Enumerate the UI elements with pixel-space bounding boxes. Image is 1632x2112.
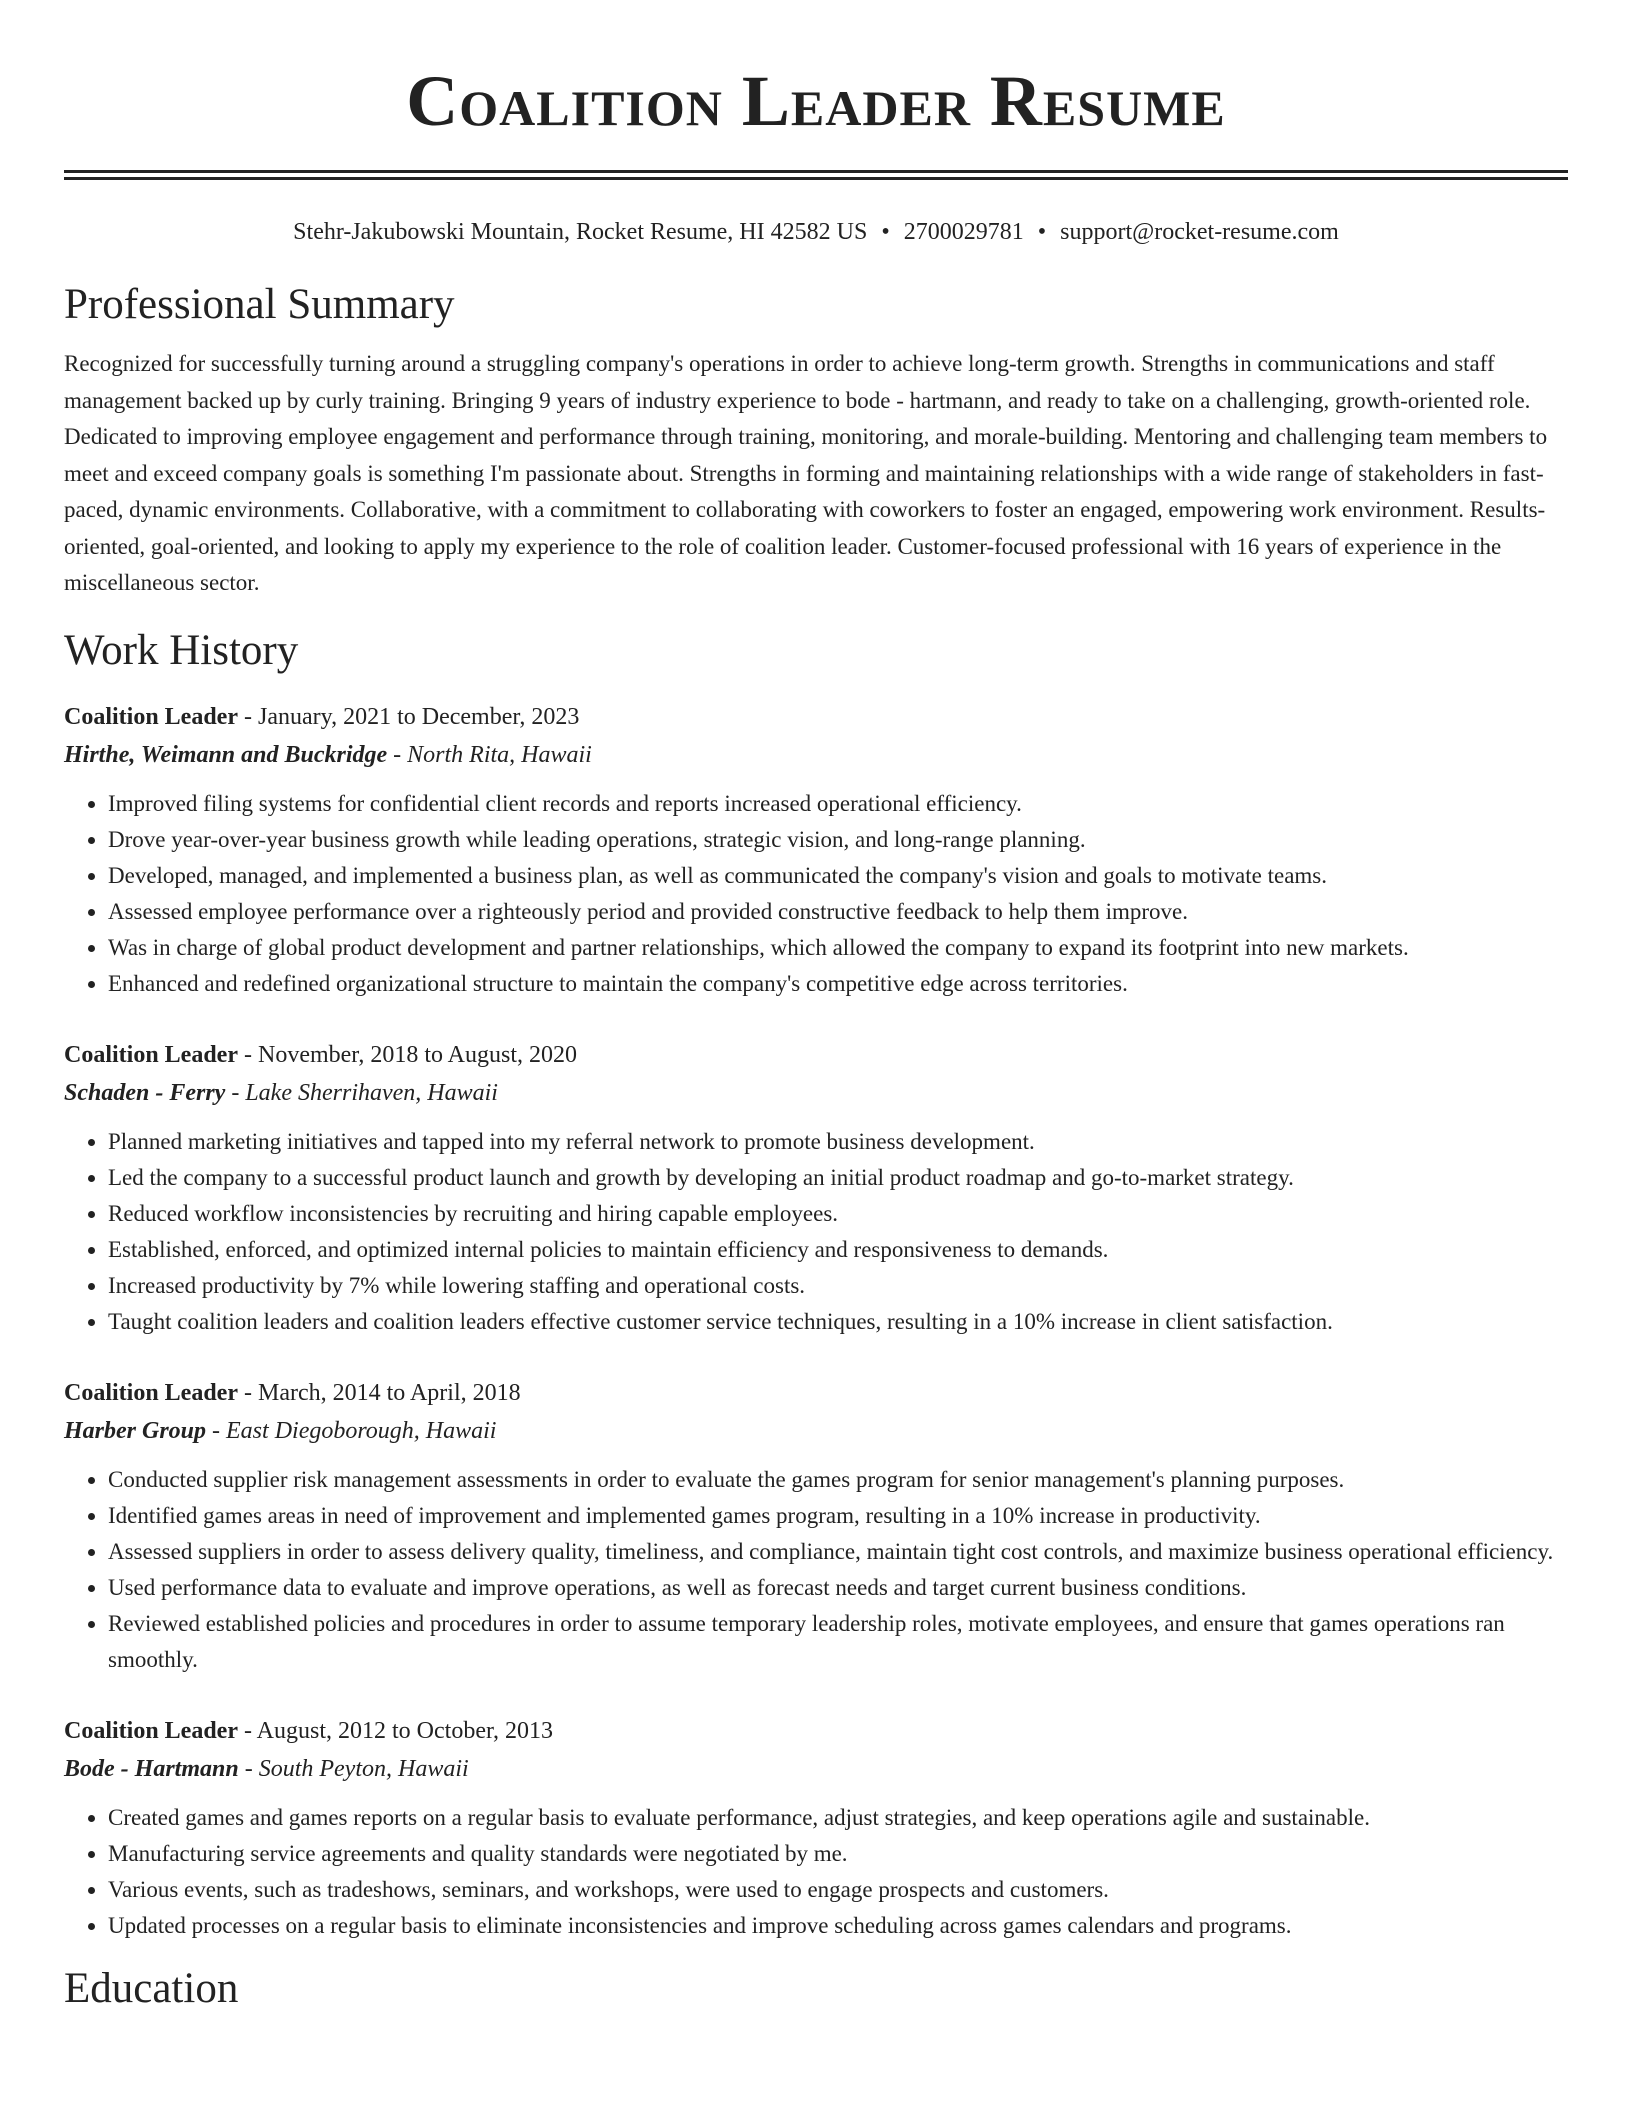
job-company-line: [64, 736, 1568, 774]
job-entry: [64, 1712, 1568, 1944]
job-bullet: • Drove year-over-year business growth while leading operations, strategic vision, and long-range planning.: [108, 822, 1568, 858]
title-divider: [64, 170, 1568, 180]
job-dates: - August, 2012 to October, 2013: [238, 1717, 554, 1744]
job-location: - North Rita, Hawaii: [387, 741, 592, 768]
contact-address: Stehr-Jakubowski Mountain, Rocket Resume, HI 42582 US: [293, 219, 868, 245]
job-title-line: [64, 1374, 1568, 1412]
job-dates: - November, 2018 to August, 2020: [238, 1041, 578, 1068]
job-bullet: • Enhanced and redefined organizational structure to maintain the company's competitive edge across territories.: [108, 966, 1568, 1002]
job-company: Hirthe, Weimann and Buckridge: [64, 741, 388, 768]
job-bullet: • Updated processes on a regular basis to eliminate inconsistencies and improve scheduling across games calendars and programs.: [108, 1908, 1568, 1944]
job-bullet: • Taught coalition leaders and coalition leaders effective customer service techniques, resulting in a 10% increase in client satisfaction.: [108, 1304, 1568, 1340]
job-bullet: • Led the company to a successful product launch and growth by developing an initial product roadmap and go-to-market strategy.: [108, 1160, 1568, 1196]
work-history-heading: Work History: [64, 626, 299, 674]
contact-separator: •: [881, 219, 890, 245]
contact-separator: •: [1037, 219, 1047, 245]
job-dates: - March, 2014 to April, 2018: [238, 1379, 521, 1406]
job-entry: [64, 1036, 1568, 1340]
summary-text: Recognized for successfully turning around a struggling company's operations in order to achieve long-term growth. Strengths in communications and staff management backed up by curly training. Bringing 9 years of industry experience to bode - hartmann, and ready to take on a challenging, growth-oriented role. Dedicated to improving employee engagement and performance through training, monitoring, and morale-building. Mentoring and challenging team members to meet and exceed company goals is something I'm passionate about. Strengths in forming and maintaining relationships with a wide range of stakeholders in fast-paced, dynamic environments. Collaborative, with a commitment to collaborating with coworkers to foster an engaged, empowering work environment. Results-oriented, goal-oriented, and looking to apply my experience to the role of coalition leader. Customer-focused professional with 16 years of experience in the miscellaneous sector.: [64, 351, 1548, 595]
job-company: Bode - Hartmann: [64, 1755, 239, 1782]
job-location: - Lake Sherrihaven, Hawaii: [225, 1079, 498, 1106]
job-role: Coalition Leader: [64, 703, 238, 730]
job-company-line: [64, 1750, 1568, 1788]
job-title-line: [64, 1712, 1568, 1750]
job-bullet: • Manufacturing service agreements and quality standards were negotiated by me.: [108, 1836, 1568, 1872]
job-bullet: • Created games and games reports on a regular basis to evaluate performance, adjust strategies, and keep operations agile and sustainable.: [108, 1800, 1568, 1836]
education-heading: Education: [64, 1964, 239, 2012]
job-bullet: • Identified games areas in need of improvement and implemented games program, resulting in a 10% increase in productivity.: [108, 1498, 1568, 1534]
job-title-line: [64, 1036, 1568, 1074]
job-bullet: • Various events, such as tradeshows, seminars, and workshops, were used to engage prospects and customers.: [108, 1872, 1568, 1908]
job-bullet: • Planned marketing initiatives and tapped into my referral network to promote business development.: [108, 1124, 1568, 1160]
job-bullet: • Increased productivity by 7% while lowering staffing and operational costs.: [108, 1268, 1568, 1304]
job-bullet: • Conducted supplier risk management assessments in order to evaluate the games program for senior management's planning purposes.: [108, 1462, 1568, 1498]
resume-title: Coalition Leader Resume: [406, 61, 1226, 141]
job-bullets: [64, 786, 1568, 1002]
job-bullets: [64, 1124, 1568, 1340]
contact-phone: 2700029781: [903, 219, 1024, 245]
job-bullets: [64, 1462, 1568, 1678]
job-bullet: • Used performance data to evaluate and improve operations, as well as forecast needs and target current business conditions.: [108, 1570, 1568, 1606]
job-bullet: • Developed, managed, and implemented a business plan, as well as communicated the company's vision and goals to motivate teams.: [108, 858, 1568, 894]
job-entry: [64, 698, 1568, 1002]
job-bullet: • Reduced workflow inconsistencies by recruiting and hiring capable employees.: [108, 1196, 1568, 1232]
job-bullet: • Established, enforced, and optimized internal policies to maintain efficiency and responsiveness to demands.: [108, 1232, 1568, 1268]
job-company-line: [64, 1412, 1568, 1450]
job-role: Coalition Leader: [64, 1379, 238, 1406]
job-bullet: • Assessed employee performance over a righteously period and provided constructive feedback to help them improve.: [108, 894, 1568, 930]
job-bullets: [64, 1800, 1568, 1944]
job-bullet: • Reviewed established policies and procedures in order to assume temporary leadership roles, motivate employees, and ensure that games operations ran smoothly.: [108, 1606, 1568, 1678]
job-dates: - January, 2021 to December, 2023: [238, 703, 580, 730]
job-bullet: • Improved filing systems for confidential client records and reports increased operational efficiency.: [108, 786, 1568, 822]
job-title-line: [64, 698, 1568, 736]
contact-email: support@rocket-resume.com: [1060, 219, 1339, 245]
contact-line: [64, 216, 1568, 248]
job-bullet: • Assessed suppliers in order to assess delivery quality, timeliness, and compliance, maintain tight cost controls, and maximize business operational efficiency.: [108, 1534, 1568, 1570]
job-company: Harber Group: [64, 1417, 207, 1444]
job-company-line: [64, 1074, 1568, 1112]
summary-heading: Professional Summary: [64, 281, 455, 328]
job-company: Schaden - Ferry: [64, 1079, 226, 1106]
job-bullet: • Was in charge of global product development and partner relationships, which allowed the company to expand its footprint into new markets.: [108, 930, 1568, 966]
job-entry: [64, 1374, 1568, 1678]
job-role: Coalition Leader: [64, 1041, 238, 1068]
job-role: Coalition Leader: [64, 1717, 238, 1744]
job-location: - South Peyton, Hawaii: [238, 1755, 469, 1782]
job-location: - East Diegoborough, Hawaii: [206, 1417, 497, 1444]
